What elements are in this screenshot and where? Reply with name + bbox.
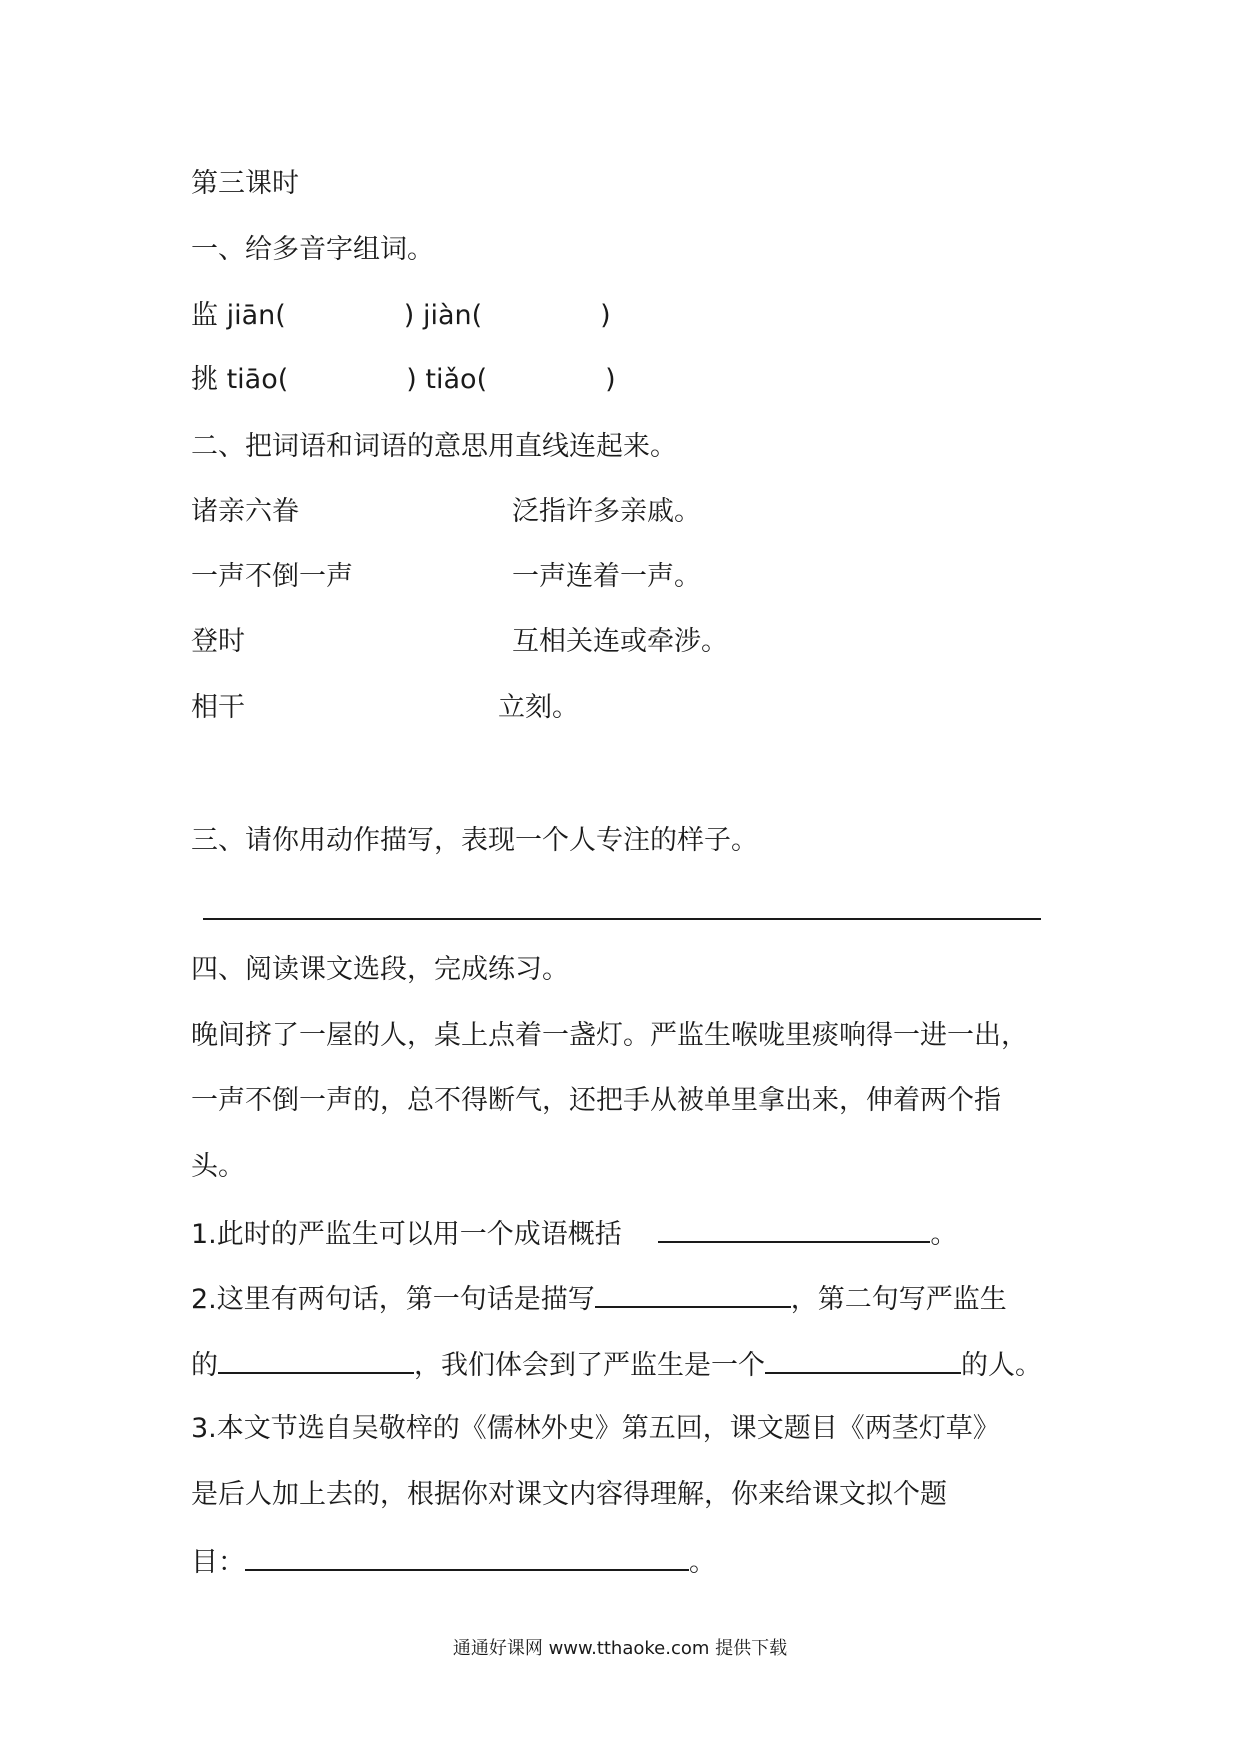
match-meaning-2: 一声连着一声。 <box>512 561 701 592</box>
question-2-line-1: 2.这里有两句话，第一句话是描写 ，第二句写严监生 <box>191 1280 1007 1318</box>
polyphone-row-1: 监 jiān( ) jiàn( ) <box>191 300 611 331</box>
section3-heading: 三、请你用动作描写，表现一个人专注的样子。 <box>191 825 758 856</box>
polyphone-row-2: 挑 tiāo( ) tiǎo( ) <box>191 364 616 395</box>
pinyin-1: tiāo( <box>226 364 289 395</box>
question-3-line-2: 是后人加上去的，根据你对课文内容得理解，你来给课文拟个题 <box>191 1479 947 1510</box>
polyphone-char: 监 <box>191 300 218 331</box>
footer-credit: 通通好课网 www.tthaoke.com 提供下载 <box>452 1638 788 1659</box>
question-3-line-1: 3.本文节选自吴敬梓的《儒林外史》第五回，课文题目《两茎灯草》 <box>191 1413 1000 1444</box>
passage-line-1: 晚间挤了一屋的人，桌上点着一盏灯。严监生喉咙里痰响得一进一出， <box>191 1020 1028 1051</box>
lesson-title: 第三课时 <box>191 168 299 199</box>
match-word-2: 一声不倒一声 <box>191 561 353 592</box>
section4-heading: 四、阅读课文选段，完成练习。 <box>191 954 569 985</box>
match-word-4: 相干 <box>191 692 245 723</box>
pinyin-2: tiǎo( <box>425 364 488 395</box>
question-3-line-3: 目： 。 <box>191 1543 716 1581</box>
q1-blank[interactable] <box>658 1215 930 1243</box>
q2-blank-1[interactable] <box>595 1280 791 1308</box>
passage-line-2: 一声不倒一声的，总不得断气，还把手从被单里拿出来，伸着两个指 <box>191 1085 1001 1116</box>
polyphone-char: 挑 <box>191 364 218 395</box>
match-word-3: 登时 <box>191 626 245 657</box>
match-word-1: 诸亲六眷 <box>191 496 299 527</box>
section2-heading: 二、把词语和词语的意思用直线连起来。 <box>191 431 677 462</box>
pinyin-1: jiān( <box>226 300 286 331</box>
answer-line[interactable] <box>203 918 1041 920</box>
passage-line-3: 头。 <box>191 1151 245 1182</box>
section1-heading: 一、给多音字组词。 <box>191 234 434 265</box>
pinyin-2: jiàn( <box>422 300 483 331</box>
match-meaning-1: 泛指许多亲戚。 <box>512 496 701 527</box>
q2-blank-3[interactable] <box>765 1346 961 1374</box>
match-meaning-4: 立刻。 <box>498 692 579 723</box>
q3-blank[interactable] <box>245 1543 689 1571</box>
question-1: 1.此时的严监生可以用一个成语概括 。 <box>191 1215 957 1253</box>
q2-blank-2[interactable] <box>218 1346 414 1374</box>
match-meaning-3: 互相关连或牵涉。 <box>512 626 728 657</box>
question-2-line-2: 的 ，我们体会到了严监生是一个 的人。 <box>191 1346 1042 1384</box>
